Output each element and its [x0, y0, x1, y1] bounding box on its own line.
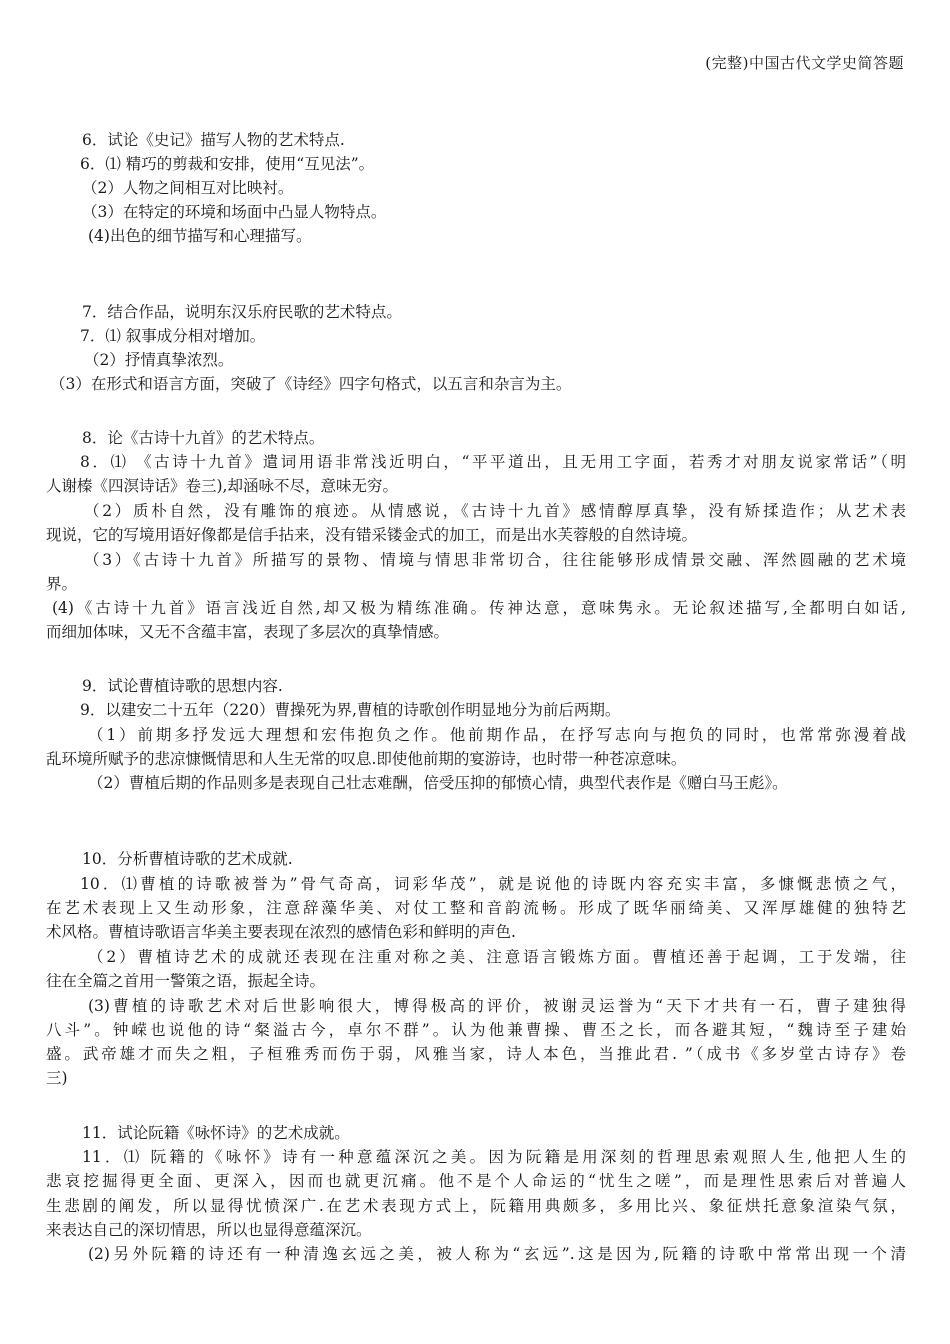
answer-9-intro: 9．以建安二十五年（220）曹操死为界,曹植的诗歌创作明显地分为前后两期。 — [80, 701, 621, 719]
answer-8-point-1: 8．⑴ 《古诗十九首》遣词用语非常浅近明白，“平平道出，且无用工字面，若秀才对朋友说家常话”（明 — [80, 453, 906, 471]
answer-10-point-3-cont-a: 八斗”。钟嵘也说他的诗“粲溢古今，卓尔不群”。认为他兼曹操、曹丕之长，而各避其短，“魏诗至子建始 — [46, 1021, 906, 1039]
question-11-title: 11．试论阮籍《咏怀诗》的艺术成就。 — [82, 1124, 350, 1142]
answer-10-point-2-cont: 往在全篇之首用一警策之语，振起全诗。 — [46, 972, 326, 990]
answer-8-point-2-cont: 现说，它的写境用语好像都是信手拈来，没有错采镂金式的加工，而是出水芙蓉般的自然诗境。 — [46, 526, 698, 544]
answer-10-point-3-cont-c: 三) — [46, 1069, 68, 1087]
question-8-title: 8．论《古诗十九首》的艺术特点。 — [82, 429, 325, 447]
answer-7-point-1: 7．⑴ 叙事成分相对增加。 — [80, 327, 266, 345]
answer-6-point-1: 6．⑴ 精巧的剪裁和安排，使用“互见法”。 — [80, 155, 375, 173]
answer-8-point-3: （3）《古诗十九首》所描写的景物、情境与情思非常切合，往往能够形成情景交融、浑然圆融的艺术境 — [84, 551, 906, 569]
document-header: (完整)中国古代文学史简答题 — [705, 54, 904, 72]
answer-8-point-2: （2）质朴自然，没有雕饰的痕迹。从情感说，《古诗十九首》感情醇厚真挚，没有矫揉造作；从艺术表 — [84, 502, 906, 520]
question-10-title: 10．分析曹植诗歌的艺术成就. — [82, 850, 293, 868]
answer-8-point-4: (4)《古诗十九首》语言浅近自然,却又极为精练准确。传神达意，意味隽永。无论叙述描写,全都明白如话, — [52, 599, 906, 617]
answer-6-point-2: （2）人物之间相互对比映衬。 — [82, 179, 294, 197]
answer-11-point-1-cont-b: 生悲剧的阐发，所以显得忧愤深广.在艺术表现方式上，阮籍用典颇多，多用比兴、象征烘托意象渲染气氛， — [46, 1197, 906, 1215]
answer-10-point-1-cont-b: 术风格。曹植诗歌语言华美主要表现在浓烈的感情色彩和鲜明的声色. — [46, 923, 516, 941]
answer-7-point-3: （3）在形式和语言方面，突破了《诗经》四字句格式，以五言和杂言为主。 — [50, 375, 572, 393]
question-6-title: 6．试论《史记》描写人物的艺术特点. — [82, 131, 345, 149]
answer-8-point-1-cont: 人谢榛《四溟诗话》卷三),却涵咏不尽，意味无穷。 — [46, 477, 398, 495]
answer-11-point-1-cont-a: 悲哀挖掘得更全面、更深入，因而也就更沉痛。他不是个人命运的“忧生之嗟”，而是理性思索后对普遍人 — [46, 1172, 906, 1190]
answer-11-point-1-cont-c: 来表达自己的深切情思，所以也显得意蕴深沉。 — [46, 1221, 372, 1239]
answer-11-point-1: 11．⑴ 阮籍的《咏怀》诗有一种意蕴深沉之美。因为阮籍是用深刻的哲理思索观照人生,他把人生的 — [82, 1148, 906, 1166]
answer-10-point-2: （2）曹植诗艺术的成就还表现在注重对称之美、注意语言锻炼方面。曹植还善于起调，工于发端，往 — [88, 948, 906, 966]
answer-9-point-1-cont: 乱环境所赋予的悲凉慷慨情思和人生无常的叹息.即使他前期的宴游诗，也时带一种苍凉意味。 — [46, 750, 687, 768]
answer-6-point-4: (4)出色的细节描写和心理描写。 — [88, 227, 312, 245]
answer-10-point-1: 10．⑴曹植的诗歌被誉为”骨气奇高，词彩华茂”，就是说他的诗既内容充实丰富，多慷慨悲愤之气， — [80, 875, 906, 893]
answer-8-point-3-cont: 界。 — [46, 575, 78, 593]
answer-10-point-3-cont-b: 盛。武帝雄才而失之粗，子桓雅秀而伤于弱，风雅当家，诗人本色，当推此君. ”（成书《多岁堂古诗存》卷 — [46, 1045, 906, 1063]
answer-8-point-4-cont: 而细加体味，又无不含蕴丰富，表现了多层次的真挚情感。 — [46, 623, 450, 641]
answer-10-point-3: (3)曹植的诗歌艺术对后世影响很大，博得极高的评价，被谢灵运誉为“天下才共有一石，曹子建独得 — [88, 997, 906, 1015]
question-7-title: 7．结合作品，说明东汉乐府民歌的艺术特点。 — [82, 303, 402, 321]
answer-6-point-3: （3）在特定的环境和场面中凸显人物特点。 — [82, 203, 387, 221]
answer-7-point-2: （2）抒情真挚浓烈。 — [84, 351, 234, 369]
answer-10-point-1-cont-a: 在艺术表现上又生动形象，注意辞藻华美、对仗工整和音韵流畅。形成了既华丽绮美、又浑厚雄健的独特艺 — [46, 899, 906, 917]
answer-9-point-1: （1）前期多抒发远大理想和宏伟抱负之作。他前期作品，在抒写志向与抱负的同时，也常常弥漫着战 — [88, 726, 906, 744]
answer-11-point-2: (2)另外阮籍的诗还有一种清逸玄远之美，被人称为“玄远”.这是因为,阮籍的诗歌中常常出现一个清 — [88, 1245, 906, 1263]
question-9-title: 9．试论曹植诗歌的思想内容. — [82, 677, 283, 695]
answer-9-point-2: （2）曹植后期的作品则多是表现自己壮志难酬，倍受压抑的郁愤心情，典型代表作是《赠白马王彪》。 — [88, 774, 788, 792]
